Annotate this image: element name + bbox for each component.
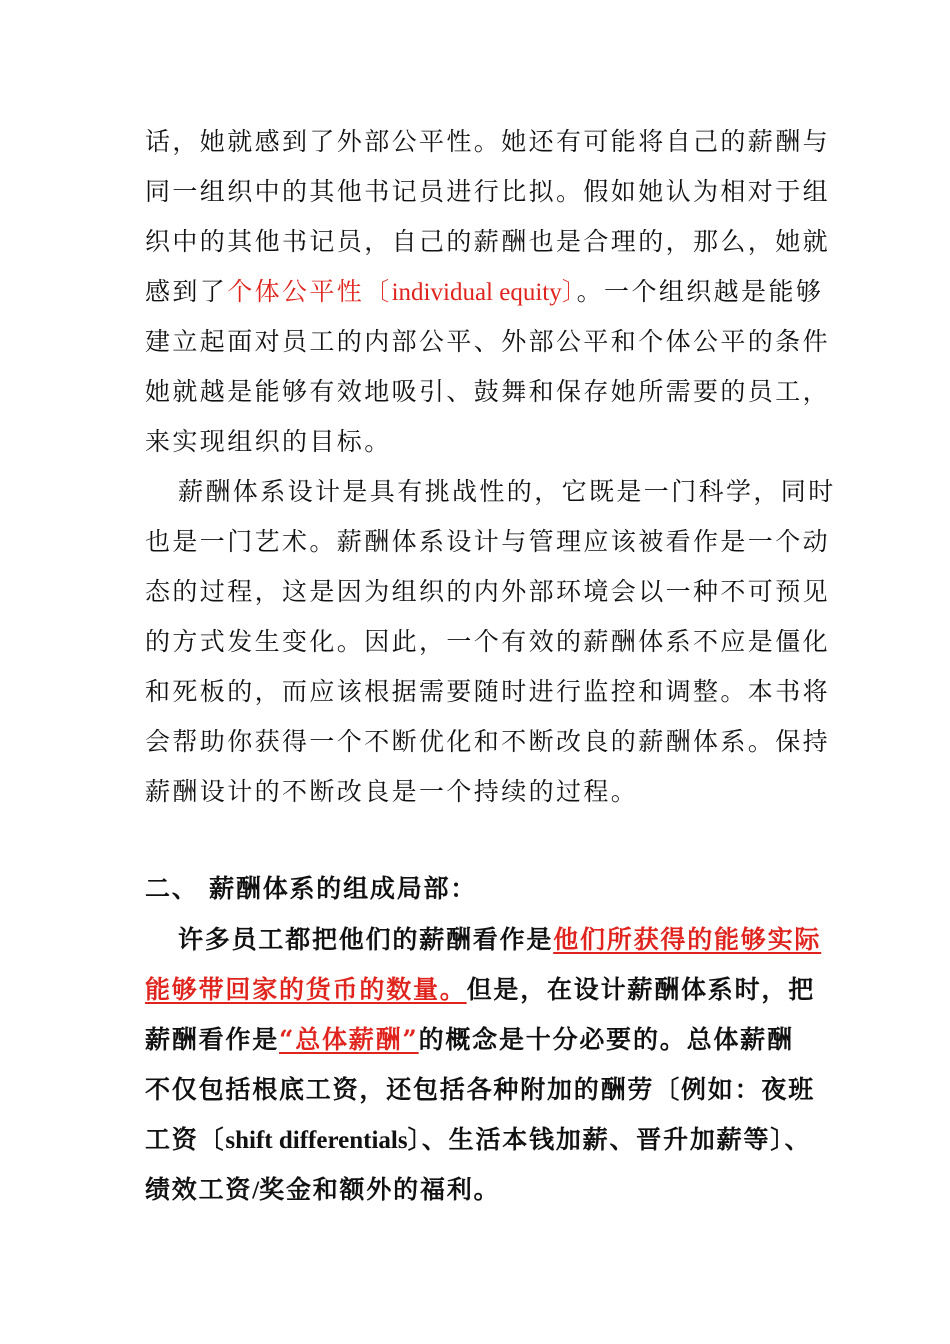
paragraph-1-line-6: 她就越是能够有效地吸引、鼓舞和保存她所需要的员工，	[145, 377, 831, 406]
paragraph-1-line-3: 织中的其他书记员，自己的薪酬也是合理的，那么，她就	[145, 227, 831, 256]
paragraph-2-line-7: 薪酬设计的不断改良是一个持续的过程。	[145, 777, 639, 806]
paragraph-2-line-3: 态的过程，这是因为组织的内外部环境会以一种不可预见	[145, 577, 831, 606]
text-segment: 。一个组织越是能够	[576, 277, 824, 306]
term-english: individual equity	[391, 279, 562, 306]
paragraph-3-line-4: 不仅包括根底工资，还包括各种附加的酬劳〔例如：夜班	[145, 1075, 816, 1104]
highlighted-phrase: 他们所获得的能够实际	[553, 925, 822, 954]
text-segment: 工资〔	[145, 1125, 226, 1154]
text-segment: 薪酬看作是	[145, 1025, 280, 1054]
paragraph-3-line-5	[145, 1125, 811, 1155]
paragraph-1-line-2: 同一组织中的其他书记员进行比拟。假如她认为相对于组	[145, 177, 831, 206]
slash: /	[252, 1177, 260, 1204]
paragraph-3-line-6	[145, 1175, 500, 1205]
paragraph-1-line-4	[145, 277, 823, 307]
individual-equity-term	[227, 277, 576, 306]
term-close-bracket: 〕	[561, 277, 577, 306]
paragraph-2-line-6: 会帮助你获得一个不断优化和不断改良的薪酬体系。保持	[145, 727, 831, 756]
paragraph-3-line-2	[145, 975, 815, 1005]
section-heading: 二、 薪酬体系的组成局部：	[145, 874, 478, 903]
paragraph-3-line-3	[145, 1025, 794, 1055]
text-segment: 但是，在设计薪酬体系时，把	[466, 975, 816, 1004]
text-segment: 〕、生活本钱加薪、晋升加薪等〕、	[407, 1125, 812, 1154]
text-segment: 绩效工资	[145, 1175, 253, 1204]
paragraph-3-line-1	[178, 925, 821, 955]
paragraph-1-line-7: 来实现组织的目标。	[145, 427, 392, 456]
paragraph-1-line-1: 话，她就感到了外部公平性。她还有可能将自己的薪酬与	[145, 127, 831, 156]
highlighted-phrase: 能够带回家的货币的数量。	[145, 975, 467, 1004]
english-term: shift differentials	[225, 1127, 408, 1154]
text-segment: 的概念是十分必要的。总体薪酬	[418, 1025, 794, 1054]
text-segment: 奖金和额外的福利。	[259, 1175, 501, 1204]
total-compensation-term: “总体薪酬”	[279, 1025, 419, 1054]
paragraph-1-line-5: 建立起面对员工的内部公平、外部公平和个体公平的条件	[145, 327, 831, 356]
paragraph-2-line-2: 也是一门艺术。薪酬体系设计与管理应该被看作是一个动	[145, 527, 831, 556]
paragraph-2-line-5: 和死板的，而应该根据需要随时进行监控和调整。本书将	[145, 677, 831, 706]
paragraph-2-line-4: 的方式发生变化。因此，一个有效的薪酬体系不应是僵化	[145, 627, 831, 656]
text-segment: 许多员工都把他们的薪酬看作是	[178, 925, 554, 954]
term-chinese: 个体公平性〔	[227, 277, 392, 306]
paragraph-2-line-1: 薪酬体系设计是具有挑战性的，它既是一门科学，同时	[178, 477, 836, 506]
text-segment: 感到了	[145, 277, 228, 306]
